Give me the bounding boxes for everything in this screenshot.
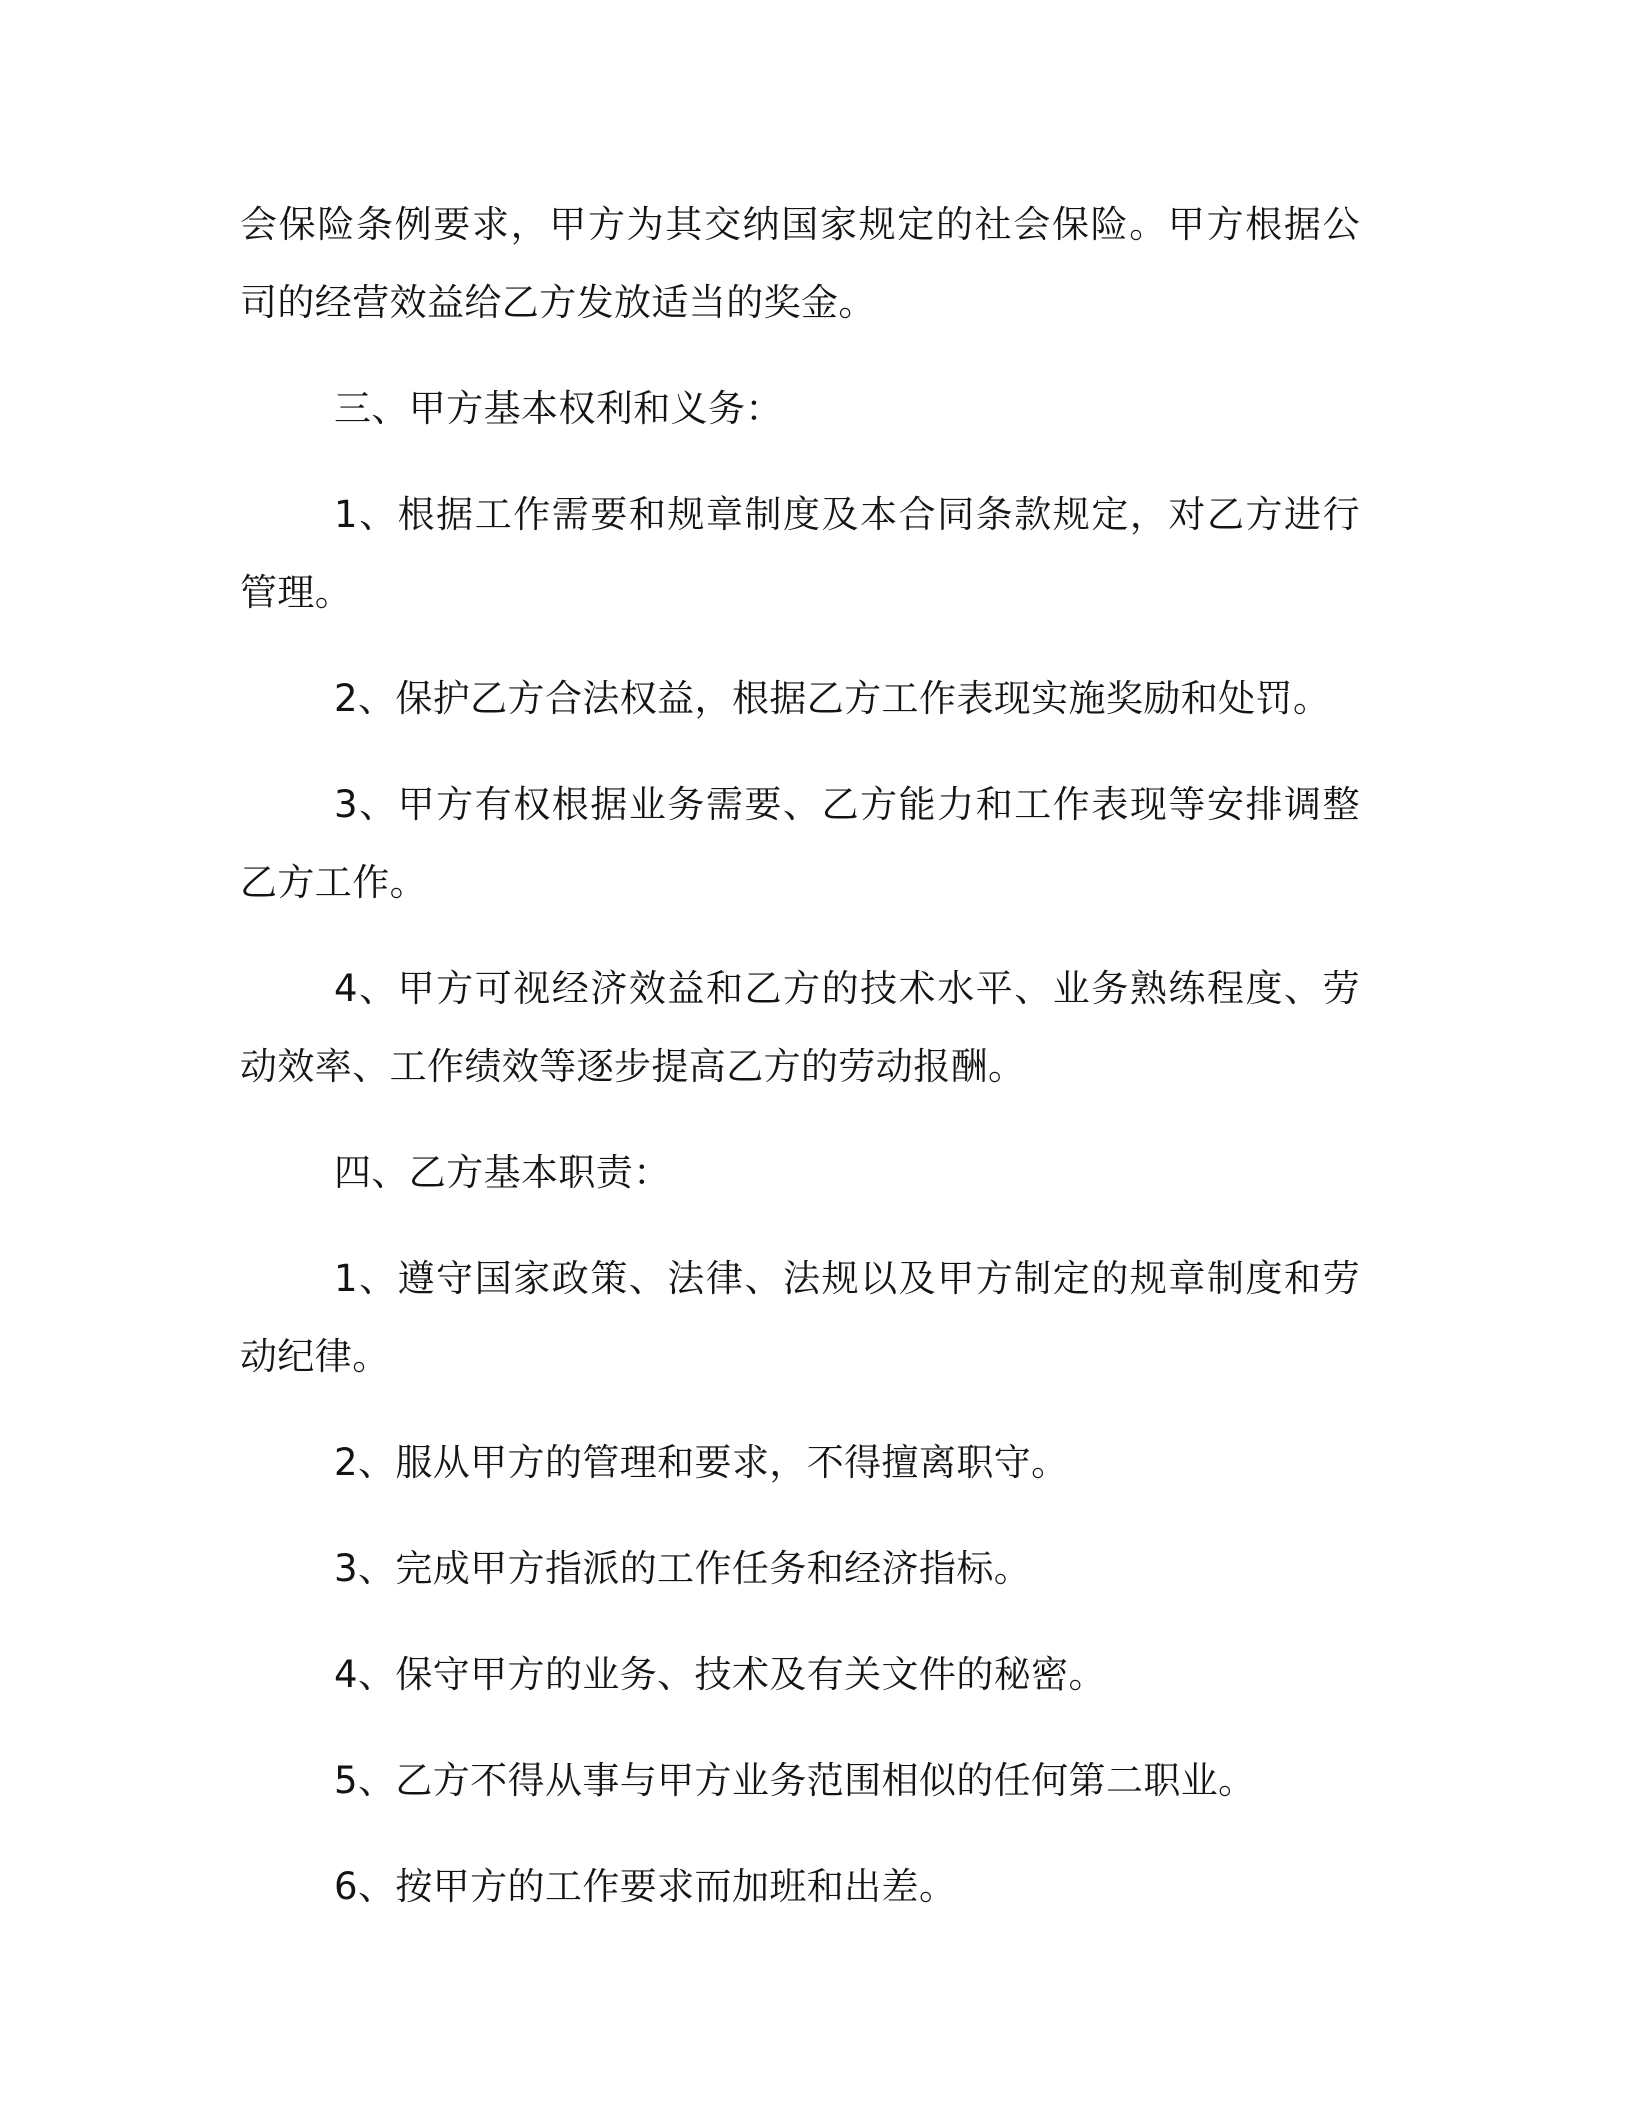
document-body	[240, 186, 1360, 1926]
section-heading-party-a-rights: 三、甲方基本权利和义务：	[334, 387, 783, 430]
party-b-item-4: 4、保守甲方的业务、技术及有关文件的秘密。	[334, 1653, 1106, 1696]
party-a-item-3: 3、甲方有权根据业务需要、乙方能力和工作表现等安排调整乙方工作。	[240, 783, 1360, 904]
party-b-item-6: 6、按甲方的工作要求而加班和出差。	[334, 1865, 957, 1908]
party-a-item-2: 2、保护乙方合法权益，根据乙方工作表现实施奖励和处罚。	[334, 677, 1331, 720]
party-b-item-3: 3、完成甲方指派的工作任务和经济指标。	[334, 1547, 1032, 1590]
party-b-item-2: 2、服从甲方的管理和要求，不得擅离职守。	[334, 1441, 1069, 1484]
section-heading-party-b-duties: 四、乙方基本职责：	[334, 1151, 671, 1194]
party-a-item-1: 1、根据工作需要和规章制度及本合同条款规定，对乙方进行管理。	[240, 493, 1360, 614]
party-b-item-5: 5、乙方不得从事与甲方业务范围相似的任何第二职业。	[334, 1759, 1256, 1802]
paragraph-social-insurance-continued: 会保险条例要求，甲方为其交纳国家规定的社会保险。甲方根据公司的经营效益给乙方发放适当的奖金。	[240, 203, 1360, 324]
party-a-item-4: 4、甲方可视经济效益和乙方的技术水平、业务熟练程度、劳动效率、工作绩效等逐步提高乙方的劳动报酬。	[240, 967, 1360, 1088]
party-b-item-1: 1、遵守国家政策、法律、法规以及甲方制定的规章制度和劳动纪律。	[240, 1257, 1360, 1378]
